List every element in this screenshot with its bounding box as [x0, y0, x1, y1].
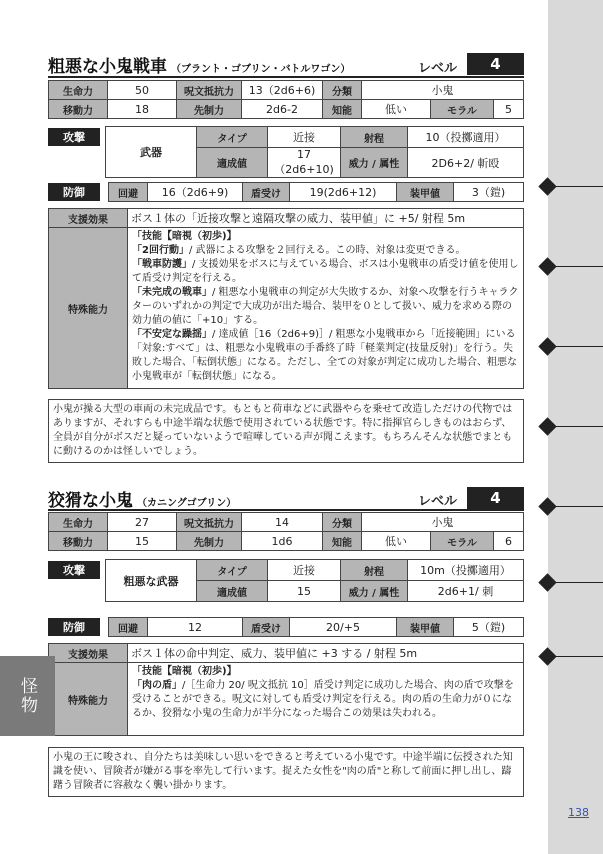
armor-value: 5（鎧): [454, 618, 524, 637]
special-abilities: [128, 663, 524, 736]
morale-value: 5: [494, 100, 524, 119]
monster-title: [48, 486, 236, 511]
level-value: 4: [467, 53, 524, 75]
init-value: 2d6-2: [242, 100, 323, 119]
int-value: 低い: [362, 100, 431, 119]
stats-table: [48, 80, 524, 119]
range-label: 射程: [341, 560, 408, 581]
support-text: ボス１体の「近接攻撃と遠隔攻撃の威力、装甲値」に +5/ 射程 5m: [128, 209, 524, 228]
block-label: 盾受け: [243, 183, 290, 202]
title-rule: [48, 76, 524, 78]
attack-table: [105, 559, 524, 602]
page-number: 138: [568, 806, 589, 819]
attack-head: 攻撃: [48, 561, 100, 579]
init-value: 1d6: [242, 532, 323, 551]
power-value: 2D6+2/ 斬殴: [408, 148, 524, 178]
type-label: タイプ: [197, 560, 268, 581]
range-label: 射程: [341, 127, 408, 148]
init-label: 先制力: [177, 100, 242, 119]
attack-table: [105, 126, 524, 178]
block-value: 19(2d6+12): [290, 183, 397, 202]
monster-subname: （ブラント・ゴブリン・バトルワゴン）: [171, 64, 351, 75]
res-value: 13（2d6+6): [242, 81, 323, 100]
monster-title: [48, 52, 350, 77]
armor-label: 装甲値: [397, 183, 454, 202]
morale-value: 6: [494, 532, 524, 551]
defense-table: [108, 617, 524, 637]
ability-line: 「技能【暗視（初歩)】: [132, 231, 237, 242]
attack-head: 攻撃: [48, 128, 100, 146]
dodge-label: 回避: [109, 183, 148, 202]
cat-label: 分類: [323, 513, 362, 532]
tab-monsters[interactable]: 怪物: [0, 656, 55, 736]
power-label: 威力 / 属性: [341, 148, 408, 178]
monster-subname: （カニングゴブリン）: [137, 498, 237, 509]
hit-value: 17（2d6+10): [268, 148, 341, 178]
dodge-value: 16（2d6+9): [148, 183, 243, 202]
ability-line: 「2回行動」/ 武器による攻撃を２回行える。この時、対象は変更できる。: [132, 245, 466, 256]
cat-value: 小鬼: [362, 81, 524, 100]
power-value: 2d6+1/ 刺: [408, 581, 524, 602]
move-label: 移動力: [49, 532, 108, 551]
dodge-value: 12: [148, 618, 243, 637]
monster-name: 粗悪な小鬼戦車: [48, 57, 167, 77]
title-rule: [48, 509, 524, 511]
abilities-table: [48, 643, 524, 736]
support-label: 支援効果: [49, 644, 128, 663]
type-label: タイプ: [197, 127, 268, 148]
morale-label: モラル: [431, 100, 494, 119]
move-value: 15: [108, 532, 177, 551]
power-label: 威力 / 属性: [341, 581, 408, 602]
range-value: 10m（投擲適用）: [408, 560, 524, 581]
type-value: 近接: [268, 127, 341, 148]
hit-value: 15: [268, 581, 341, 602]
level-value: 4: [467, 487, 524, 509]
special-label: 特殊能力: [49, 663, 128, 736]
ability-line: 「未完成の戦車」/ 粗悪な小鬼戦車の判定が大失敗するか、対象へ攻撃を行うキャラクターのいずれかの判定で大成功が出た場合、装甲を０として扱い、威力を求める際の効力値の値に「+10」する。: [132, 287, 519, 326]
armor-value: 3（鎧): [454, 183, 524, 202]
ability-line: 「不安定な躁揺」/ 達成値［16（2d6+9)］/ 粗悪な小鬼戦車から「近接範囲」にいる「対象:すべて」は、粗悪な小鬼戦車の手番終了時「軽業判定(技量反射)」を行う。失敗した場合、「転倒状態」になる。ただし、全ての対象が判定に成功した場合、粗悪な小鬼戦車が「転倒状態」になる。: [132, 329, 517, 382]
defense-head: 防御: [48, 618, 100, 636]
move-label: 移動力: [49, 100, 108, 119]
res-label: 呪文抵抗力: [177, 513, 242, 532]
move-value: 18: [108, 100, 177, 119]
ability-line: 「戦車防護」/ 支援効果をボスに与えている場合、ボスは小鬼戦車の盾受け値を使用して盾受け判定を行える。: [132, 259, 519, 284]
defense-head: 防御: [48, 183, 100, 201]
armor-label: 装甲値: [397, 618, 454, 637]
init-label: 先制力: [177, 532, 242, 551]
hit-label: 適成値: [197, 581, 268, 602]
chapter-sidebar: [548, 0, 603, 854]
tab-martial-arts[interactable]: 武技: [17, 447, 37, 485]
hp-value: 50: [108, 81, 177, 100]
range-value: 10（投擲適用）: [408, 127, 524, 148]
int-label: 知能: [323, 100, 362, 119]
cat-value: 小鬼: [362, 513, 524, 532]
defense-table: [108, 182, 524, 202]
tab-spells[interactable]: 呪文: [17, 525, 37, 563]
res-label: 呪文抵抗力: [177, 81, 242, 100]
res-value: 14: [242, 513, 323, 532]
block-value: 20/+5: [290, 618, 397, 637]
hp-label: 生命力: [49, 513, 108, 532]
ability-line: 「技能【暗視（初歩)】: [132, 666, 237, 677]
tab-skills[interactable]: 技能: [17, 367, 37, 405]
special-abilities: [128, 228, 524, 389]
stats-table: [48, 512, 524, 551]
hit-label: 適成値: [197, 148, 268, 178]
cat-label: 分類: [323, 81, 362, 100]
monster-description: 小鬼の王に唆され、自分たちは美味しい思いをできると考えている小鬼です。中途半端に伝授された知識を使い、冒険者が嫌がる事を率先して行います。捉えた女性を"肉の盾"と称して前面に押し出し、躊躇う冒険者に容赦なく襲い掛かります。: [48, 747, 524, 797]
int-value: 低い: [362, 532, 431, 551]
tab-equipment[interactable]: 装備: [17, 600, 37, 638]
support-text: ボス１体の命中判定、威力、装甲値に +3 する / 射程 5m: [128, 644, 524, 663]
morale-label: モラル: [431, 532, 494, 551]
type-value: 近接: [268, 560, 341, 581]
weapon-name: 粗悪な武器: [106, 560, 197, 602]
monster-description: 小鬼が操る大型の車両の未完成品です。もともと荷車などに武器やらを乗せて改造しただけの代物ではありますが、それすらも中途半端な状態で使用されている状態です。特に指揮官らしきものはおらず、全員が自分がボスだと疑っていないようで喧嘩している声が聞こえます。もちろんそんな状態でまともに動けるのかは怪しいでしょう。: [48, 399, 524, 463]
hp-value: 27: [108, 513, 177, 532]
weapon-name: 武器: [106, 127, 197, 178]
ability-line: 「肉の盾」/［生命力 20/ 呪文抵抗 10］盾受け判定に成功した場合、肉の盾で攻撃を受けることができる。呪文に対しても盾受け判定を行える。肉の盾の生命力が０になるか、狡猾な小鬼の生命力が半分になった場合この効果は失われる。: [132, 680, 514, 719]
block-label: 盾受け: [243, 618, 290, 637]
level-label: レベル: [418, 61, 458, 76]
tab-races[interactable]: 種族: [17, 287, 37, 325]
level-label: レベル: [418, 494, 458, 509]
hp-label: 生命力: [49, 81, 108, 100]
abilities-table: [48, 208, 524, 389]
special-label: 特殊能力: [49, 228, 128, 389]
support-label: 支援効果: [49, 209, 128, 228]
monster-name: 狡猾な小鬼: [48, 491, 133, 511]
tab-ruling[interactable]: 裁定: [17, 207, 37, 245]
dodge-label: 回避: [109, 618, 148, 637]
int-label: 知能: [323, 532, 362, 551]
